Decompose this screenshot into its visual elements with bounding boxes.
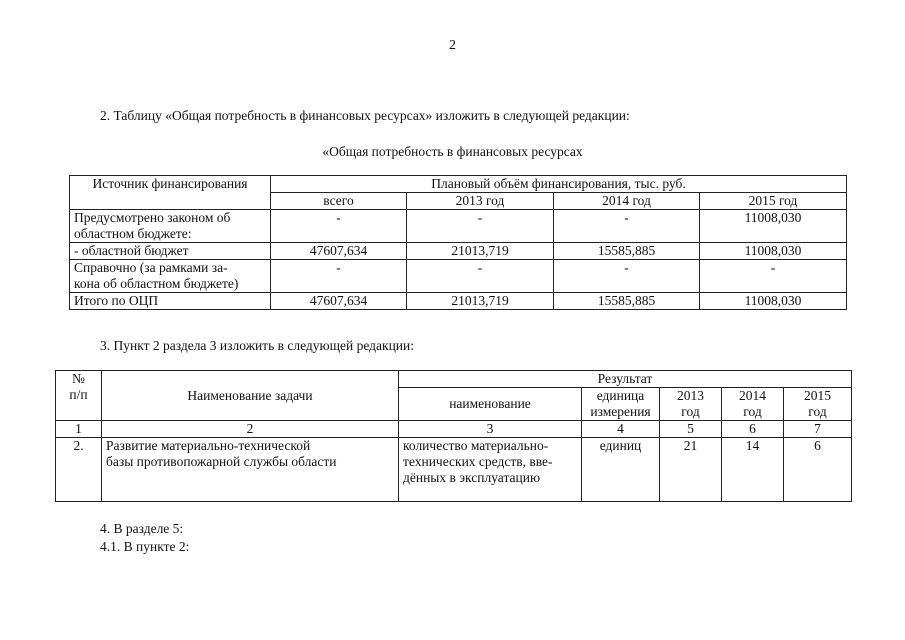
cell-2013: 21013,719 bbox=[407, 243, 554, 260]
financing-table bbox=[69, 175, 847, 310]
header-total: всего bbox=[271, 193, 407, 210]
row-label-line: Справочно (за рамками за- bbox=[74, 260, 228, 275]
column-index: 3 bbox=[399, 421, 582, 438]
cell-2015: 11008,030 bbox=[700, 293, 847, 310]
header-year-line: год bbox=[743, 404, 762, 419]
cell-2014: 15585,885 bbox=[554, 293, 700, 310]
header-result-name: наименование bbox=[399, 388, 582, 421]
header-number-line: п/п bbox=[69, 387, 88, 402]
header-2014: 2014 год bbox=[554, 193, 700, 210]
cell-task-line: Развитие материально-технической bbox=[106, 438, 311, 453]
table-header-row bbox=[56, 371, 852, 388]
header-year-line: 2014 bbox=[739, 388, 766, 403]
header-number bbox=[56, 371, 102, 421]
header-2013 bbox=[660, 388, 722, 421]
cell-total: - bbox=[271, 260, 407, 293]
header-unit-line: единица bbox=[596, 388, 645, 403]
cell-result-line: дённых в эксплуатацию bbox=[403, 470, 541, 485]
row-label bbox=[70, 260, 271, 293]
cell-total: 47607,634 bbox=[271, 293, 407, 310]
cell-unit: единиц bbox=[582, 438, 660, 502]
column-index: 6 bbox=[722, 421, 784, 438]
column-index: 2 bbox=[102, 421, 399, 438]
page-number: 2 bbox=[449, 38, 456, 53]
column-index: 4 bbox=[582, 421, 660, 438]
paragraph-item-4: 4. В разделе 5: bbox=[100, 521, 184, 536]
table-header-row bbox=[70, 176, 847, 193]
cell-2013: 21 bbox=[660, 438, 722, 502]
cell-2015: 11008,030 bbox=[700, 210, 847, 243]
header-plan: Плановый объём финансирования, тыс. руб. bbox=[271, 176, 847, 193]
cell-total: 47607,634 bbox=[271, 243, 407, 260]
table-row bbox=[56, 438, 852, 502]
cell-task bbox=[102, 438, 399, 502]
cell-result-name bbox=[399, 438, 582, 502]
header-unit bbox=[582, 388, 660, 421]
header-year-line: год bbox=[808, 404, 827, 419]
cell-2013: 21013,719 bbox=[407, 293, 554, 310]
row-label bbox=[70, 210, 271, 243]
cell-2014: - bbox=[554, 260, 700, 293]
header-unit-line: измерения bbox=[590, 404, 651, 419]
cell-number: 2. bbox=[56, 438, 102, 502]
header-year-line: 2013 bbox=[677, 388, 704, 403]
column-index-row bbox=[56, 421, 852, 438]
cell-2015: 11008,030 bbox=[700, 243, 847, 260]
row-label-line: Предусмотрено законом об bbox=[74, 210, 231, 225]
table-row bbox=[70, 243, 847, 260]
header-2015: 2015 год bbox=[700, 193, 847, 210]
table-row bbox=[70, 260, 847, 293]
cell-2015: - bbox=[700, 260, 847, 293]
paragraph-item-3: 3. Пункт 2 раздела 3 изложить в следующей редакции: bbox=[100, 338, 415, 353]
cell-total: - bbox=[271, 210, 407, 243]
task-table bbox=[55, 370, 852, 502]
header-number-line: № bbox=[72, 371, 85, 386]
table-row bbox=[70, 210, 847, 243]
cell-2014: 15585,885 bbox=[554, 243, 700, 260]
header-year-line: 2015 bbox=[804, 388, 831, 403]
cell-2014: 14 bbox=[722, 438, 784, 502]
header-2015 bbox=[784, 388, 852, 421]
row-label-line: областном бюджете: bbox=[74, 226, 192, 241]
row-label: - областной бюджет bbox=[70, 243, 271, 260]
column-index: 5 bbox=[660, 421, 722, 438]
table-row bbox=[70, 293, 847, 310]
row-label: Итого по ОЦП bbox=[70, 293, 271, 310]
header-year-line: год bbox=[681, 404, 700, 419]
cell-2013: - bbox=[407, 210, 554, 243]
column-index: 7 bbox=[784, 421, 852, 438]
column-index: 1 bbox=[56, 421, 102, 438]
cell-2014: - bbox=[554, 210, 700, 243]
table-caption: «Общая потребность в финансовых ресурсах bbox=[322, 144, 583, 159]
row-label-line: кона об областном бюджете) bbox=[74, 276, 239, 291]
cell-task-line: базы противопожарной службы области bbox=[106, 454, 337, 469]
paragraph-item-2: 2. Таблицу «Общая потребность в финансовых ресурсах» изложить в следующей редакции: bbox=[100, 108, 630, 123]
cell-result-line: количество материально- bbox=[403, 438, 549, 453]
header-source: Источник финансирования bbox=[70, 176, 271, 210]
paragraph-item-4-1: 4.1. В пункте 2: bbox=[100, 539, 190, 554]
header-result: Результат bbox=[399, 371, 852, 388]
header-2014 bbox=[722, 388, 784, 421]
header-2013: 2013 год bbox=[407, 193, 554, 210]
cell-result-line: технических средств, вве- bbox=[403, 454, 553, 469]
cell-2013: - bbox=[407, 260, 554, 293]
cell-2015: 6 bbox=[784, 438, 852, 502]
header-task: Наименование задачи bbox=[102, 371, 399, 421]
